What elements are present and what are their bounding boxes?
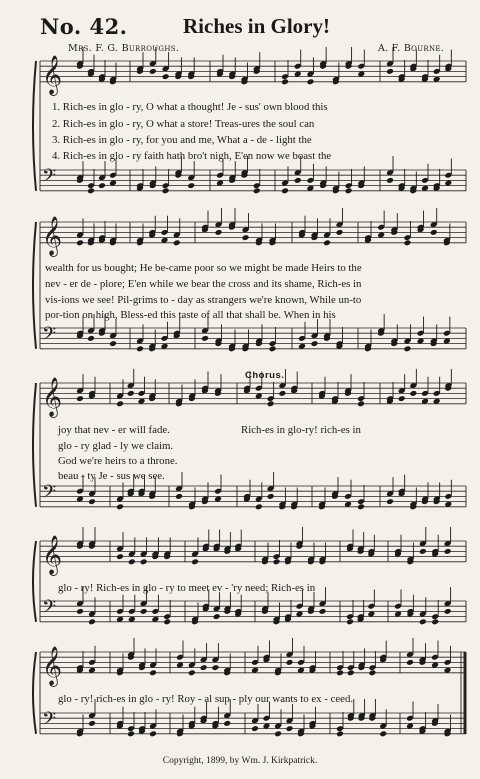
notehead: [87, 335, 95, 342]
notehead: [419, 618, 427, 625]
brace-icon: [33, 61, 36, 191]
bass-clef-icon: 𝄢: [42, 166, 57, 191]
notehead: [368, 669, 376, 676]
notehead: [444, 608, 452, 615]
copyright-notice: Copyright, 1899, by Wm. J. Kirkpatrick.: [162, 756, 318, 766]
notehead: [386, 177, 394, 184]
notehead: [116, 503, 124, 510]
brace-icon: [33, 383, 36, 507]
notehead: [419, 548, 427, 555]
notehead: [319, 608, 327, 615]
notehead: [336, 730, 344, 737]
notehead: [87, 187, 95, 194]
notehead: [200, 664, 208, 671]
verse-3-line-2: vis-ions we see! Pil-grims to - day as strangers we're known, While un-to: [45, 294, 362, 306]
notehead: [346, 618, 354, 625]
verse-4-line-1: 4. Rich-es in glo - ry faith hath bro't nigh, E'en now we boast the: [52, 150, 332, 162]
notehead: [274, 730, 282, 737]
notehead: [444, 548, 452, 555]
notehead: [162, 187, 170, 194]
notehead: [431, 618, 439, 625]
notehead: [140, 558, 148, 565]
notehead: [128, 558, 136, 565]
notehead: [323, 239, 331, 246]
brace-icon: [33, 222, 36, 349]
notehead: [406, 659, 414, 666]
notehead: [336, 669, 344, 676]
notehead: [267, 400, 275, 407]
notehead: [173, 239, 181, 246]
notehead: [386, 498, 394, 505]
hymn-title: Riches in Glory!: [183, 14, 330, 38]
notehead: [223, 720, 231, 727]
brace-icon: [33, 652, 36, 734]
notehead: [281, 187, 289, 194]
notehead: [404, 239, 412, 246]
treble-clef-icon: 𝄞: [42, 54, 63, 95]
verse-3-line-1: 3. Rich-es in glo - ry, for you and me, What a - de - light the: [52, 134, 312, 146]
notehead: [163, 618, 171, 625]
notehead: [88, 498, 96, 505]
notehead: [278, 390, 286, 397]
notehead: [140, 608, 148, 615]
notehead: [357, 503, 365, 510]
treble-clef-icon: 𝄞: [42, 215, 63, 256]
notehead: [213, 613, 221, 620]
treble-clef-icon: 𝄞: [42, 376, 63, 417]
treble-clef-icon: 𝄞: [42, 534, 63, 575]
notehead: [347, 669, 355, 676]
verse-1-line-2: wealth for us bought; He be-came poor so we might be made Heirs to the: [45, 262, 362, 274]
notehead: [162, 73, 170, 80]
bass-clef-icon: 𝄢: [42, 482, 57, 507]
notehead: [267, 493, 275, 500]
notehead: [127, 730, 135, 737]
notehead: [386, 68, 394, 75]
notehead: [191, 558, 199, 565]
verse-4-line-3: beau - ty Je - sus we see.: [58, 470, 165, 482]
notehead: [273, 558, 281, 565]
verse-2-line-2: nev - er de - plore; E'en while we bear the cross and its shame, Rich-es in: [45, 278, 362, 290]
notehead: [149, 68, 157, 75]
notehead: [251, 725, 259, 732]
notehead: [409, 390, 417, 397]
notehead: [255, 503, 263, 510]
verse-2-line-3: glo - ry glad - ly we claim.: [58, 440, 174, 452]
verse-3-line-3: God we're heirs to a throne.: [58, 455, 178, 467]
notehead: [76, 395, 84, 402]
notehead: [149, 669, 157, 676]
notehead: [253, 187, 261, 194]
notehead: [345, 187, 353, 194]
notehead: [116, 400, 124, 407]
verse-1-line-3: joy that nev - er will fade.: [58, 424, 170, 436]
notehead: [286, 659, 294, 666]
brace-icon: [33, 541, 36, 622]
chorus-label: Chorus.: [245, 370, 285, 381]
notehead: [311, 340, 319, 347]
chorus-line-3: glo - ry! rich-es in glo - ry! Roy - al sup - ply our wants to ex - ceed.: [58, 693, 354, 705]
notehead: [286, 725, 294, 732]
notehead: [357, 400, 365, 407]
notehead: [76, 608, 84, 615]
chorus-line-2: glo - ry! Rich-es in glo - ry to meet ev - 'ry need; Rich-es in: [58, 582, 316, 594]
chorus-line-1: Rich-es in glo-ry! rich-es in: [241, 424, 361, 436]
notehead: [127, 390, 135, 397]
notehead: [379, 730, 387, 737]
verse-2-line-1: 2. Rich-es in glo - ry, O what a store! Treas-ures the soul can: [52, 118, 315, 130]
notehead: [242, 234, 250, 241]
notehead: [211, 664, 219, 671]
notehead: [149, 730, 157, 737]
notehead: [404, 345, 412, 352]
notehead: [88, 618, 96, 625]
bass-clef-icon: 𝄢: [42, 709, 57, 734]
notehead: [116, 553, 124, 560]
notehead: [307, 78, 315, 85]
bass-clef-icon: 𝄢: [42, 324, 57, 349]
notehead: [136, 345, 144, 352]
lyricist-credit: Mrs. F. G. Burroughs.: [68, 43, 180, 54]
notehead: [98, 182, 106, 189]
composer-credit: A. F. Bourne.: [378, 43, 445, 54]
hymn-number: No. 42.: [40, 14, 128, 39]
notehead: [109, 340, 117, 347]
notehead: [188, 669, 196, 676]
notehead: [201, 335, 209, 342]
notehead: [336, 229, 344, 236]
notehead: [294, 177, 302, 184]
notehead: [187, 182, 195, 189]
bass-clef-icon: 𝄢: [42, 597, 57, 622]
notehead: [215, 229, 223, 236]
verse-4-line-2: por-tion on high, Bless-ed this taste of all that shall be. When in his: [45, 309, 336, 321]
notehead: [76, 239, 84, 246]
notehead: [430, 229, 438, 236]
notehead: [269, 345, 277, 352]
notehead: [281, 78, 289, 85]
notehead: [398, 395, 406, 402]
treble-clef-icon: 𝄞: [42, 645, 63, 686]
notehead: [88, 720, 96, 727]
notehead: [175, 493, 183, 500]
verse-1-line-1: 1. Rich-es in glo - ry, O what a thought! Je - sus' own blood this: [52, 101, 328, 113]
